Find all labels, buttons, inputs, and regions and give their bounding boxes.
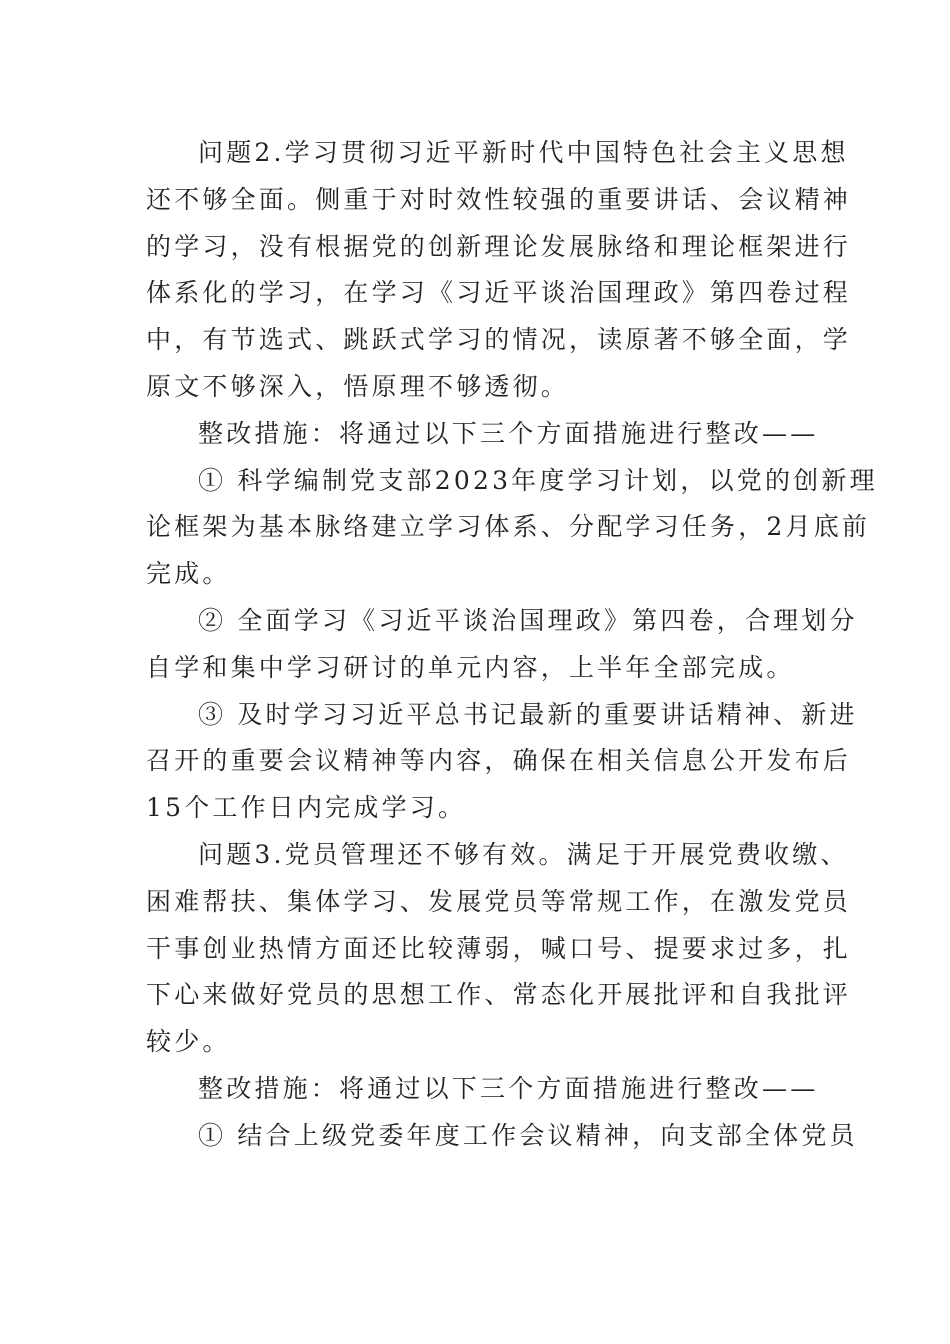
document-body (146, 130, 878, 1160)
measure-1-line: 完成。 (146, 559, 231, 589)
problem-3-text-line: 困难帮扶、集体学习、发展党员等常规工作，在激发党员 (146, 886, 852, 916)
measure-1-line: 论框架为基本脉络建立学习体系、分配学习任务，2月底前 (146, 512, 871, 542)
measure-2-line: 自学和集中学习研讨的单元内容，上半年全部完成。 (146, 652, 795, 682)
problem-2-text-line: 的学习，没有根据党的创新理论发展脉络和理论框架进行 (146, 231, 852, 261)
measure-3-line: ③ 及时学习习近平总书记最新的重要讲话精神、新进 (198, 699, 858, 729)
measure-1-line: ① 结合上级党委年度工作会议精神，向支部全体党员 (198, 1120, 858, 1150)
problem-2-text-line: 还不够全面。侧重于对时效性较强的重要讲话、会议精神 (146, 184, 852, 214)
measure-3-line: 15个工作日内完成学习。 (146, 793, 467, 823)
problem-3-text-line: 干事创业热情方面还比较薄弱，喊口号、提要求过多，扎 (146, 933, 852, 963)
problem-2-text-line: 原文不够深入，悟原理不够透彻。 (146, 371, 570, 401)
rectification-measures-heading: 整改措施：将通过以下三个方面措施进行整改—— (198, 1073, 819, 1103)
problem-3-text-line: 下心来做好党员的思想工作、常态化开展批评和自我批评 (146, 980, 852, 1010)
problem-2-text-line: 中，有节选式、跳跃式学习的情况，读原著不够全面，学 (146, 325, 852, 355)
problem-3-text-line: 较少。 (146, 1027, 231, 1057)
measure-1-line: ① 科学编制党支部2023年度学习计划，以党的创新理 (198, 465, 878, 495)
measure-2-line: ② 全面学习《习近平谈治国理政》第四卷，合理划分 (198, 605, 858, 635)
problem-2-text-line: 体系化的学习，在学习《习近平谈治国理政》第四卷过程 (146, 278, 852, 308)
rectification-measures-heading: 整改措施：将通过以下三个方面措施进行整改—— (198, 418, 819, 448)
problem-2-heading-line: 问题2.学习贯彻习近平新时代中国特色社会主义思想 (198, 138, 849, 167)
measure-3-line: 召开的重要会议精神等内容，确保在相关信息公开发布后 (146, 746, 852, 776)
problem-3-heading-line: 问题3.党员管理还不够有效。满足于开展党费收缴、 (198, 839, 849, 869)
